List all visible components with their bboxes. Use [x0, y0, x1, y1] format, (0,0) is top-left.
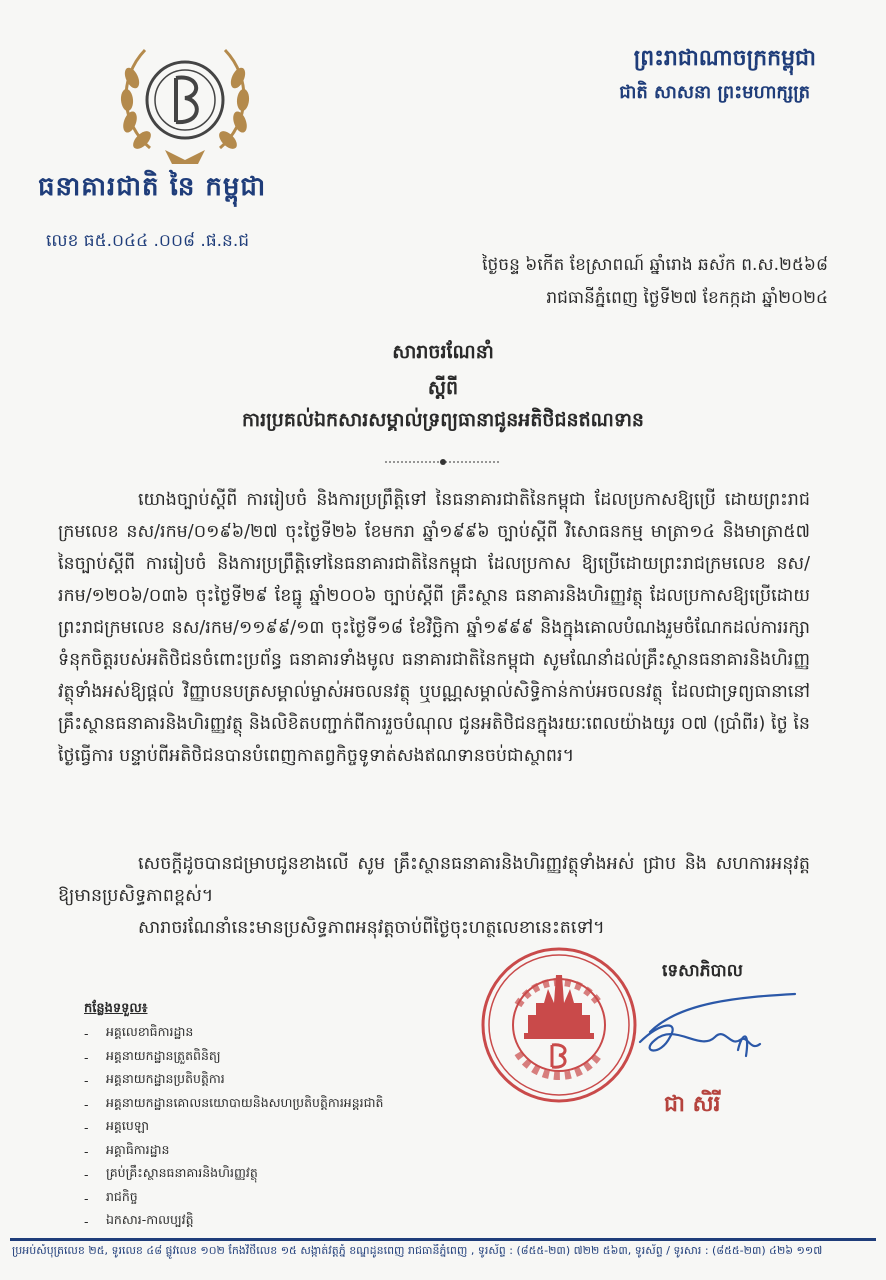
body-paragraph-3: សារាចរណែនាំនេះមានប្រសិទ្ធភាពអនុវត្តចាប់ពីថ្ងៃចុះហត្ថលេខានេះតទៅ។ — [138, 918, 605, 938]
document-type-title: សារាចរណែនាំ — [392, 341, 494, 363]
title-subject-label: ស្តីពី — [427, 377, 459, 399]
list-item: - អគ្គាធិការដ្ឋាន — [84, 1141, 170, 1159]
governor-title: ទេសាភិបាល — [662, 961, 743, 981]
bank-emblem-icon — [110, 38, 260, 168]
footer-address: ប្រអប់សំបុត្រលេខ ២៥, ទូរលេខ ៤៨ ផ្លូវលេខ ១០២ កែងវិថីលេខ ១៥ សង្កាត់វត្តភ្នំ ខណ្ឌដូនពេញ រាជធានីភ្នំពេញ , ទូរស័ព្ទ : (៨៥៥-២៣) ៧២២ ៥៦៣, ទូរស័ព្ទ / ទូរសារ : (៨៥៥-២៣) ៤២៦ ១១៧ — [12, 1244, 823, 1257]
document-subject-title: ការប្រគល់ឯកសារសម្គាល់ទ្រព្យធានាជូនអតិថិជនឥណទាន — [242, 409, 644, 431]
list-item: - អគ្គលេខាធិការដ្ឋាន — [84, 1024, 194, 1042]
list-item: - គ្រប់គ្រឹះស្ថានធនាគារនិងហិរញ្ញវត្ថុ — [84, 1165, 258, 1183]
official-seal-stamp — [478, 945, 640, 1105]
lunar-date: ថ្ងៃចន្ទ ៦កើត ខែស្រាពណ៍ ឆ្នាំរោង ឆស័ក ព.ស.២៥៦៨ — [482, 255, 828, 275]
reference-number: លេខ ធ៥.០៤៤ .០០៨ .ផ.ន.ជ — [46, 231, 250, 251]
recipients-title: កន្លែងទទួល៖ — [84, 1001, 148, 1016]
list-item: - ឯកសារ-កាលប្បវត្តិ — [84, 1212, 194, 1230]
governor-name: ជា សិរី — [664, 1092, 721, 1117]
list-item: - រាជកិច្ច — [84, 1188, 138, 1206]
handwritten-signature — [620, 992, 810, 1072]
body-paragraph-1: យោងច្បាប់ស្តីពី ការរៀបចំ និងការប្រព្រឹត្តិទៅ នៃធនាគារជាតិនៃកម្ពុជា ដែលប្រកាសឱ្យប្រើ ដោយព្រះរាជក្រមលេខ នស/រកម/០១៩៦/២៧ ចុះថ្ងៃទី២៦ ខែមករា ឆ្នាំ១៩៩៦ ច្បាប់ស្តីពី វិសោធនកម្ម មាត្រា១៤ និងមាត្រា៥៧ នៃច្បាប់ស្តីពី ការរៀបចំ និងការប្រព្រឹត្តិទៅនៃធនាគារជាតិនៃកម្ពុជា ដែលប្រកាស ឱ្យប្រើដោយព្រះរាជក្រមលេខ នស/រកម/១២០៦/០៣៦ ចុះថ្ងៃទី២៩ ខែធ្នូ ឆ្នាំ២០០៦ ច្បាប់ស្តីពី គ្រឹះស្ថាន ធនាគារនិងហិរញ្ញវត្ថុ ដែលប្រកាសឱ្យប្រើដោយព្រះរាជក្រមលេខ នស/រកម/១១៩៩/១៣ ចុះថ្ងៃទី១៨ ខែវិច្ឆិកា ឆ្នាំ១៩៩៩ និងក្នុងគោលបំណងរួមចំណែកដល់ការរក្សាទំនុកចិត្តរបស់អតិថិជនចំពោះប្រព័ន្ធ ធនាគារទាំងមូល ធនាគារជាតិនៃកម្ពុជា សូមណែនាំដល់គ្រឹះស្ថានធនាគារនិងហិរញ្ញវត្ថុទាំងអស់ឱ្យផ្តល់ វិញ្ញាបនបត្រសម្គាល់ម្ចាស់អចលនវត្ថុ ឬបណ្ណសម្គាល់សិទ្ធិកាន់កាប់អចលនវត្ថុ ដែលជាទ្រព្យធានានៅ គ្រឹះស្ថានធនាគារនិងហិរញ្ញវត្ថុ និងលិខិតបញ្ជាក់ពីការរួចបំណុល ជូនអតិថិជនក្នុងរយៈពេលយ៉ាងយូរ ០៧ (ប្រាំពីរ) ថ្ងៃ នៃថ្ងៃធ្វើការ បន្ទាប់ពីអតិថិជនបានបំពេញកាតព្វកិច្ចទូទាត់សងឥណទានចប់ជាស្ថាពរ។ — [58, 490, 810, 766]
footer-divider — [10, 1238, 876, 1241]
national-motto: ជាតិ សាសនា ព្រះមហាក្សត្រ — [619, 82, 810, 103]
list-item: - អគ្គនាយកដ្ឋានប្រតិបត្តិការ — [84, 1071, 225, 1089]
recipients-list — [84, 1022, 383, 1234]
list-item: - អគ្គនាយកដ្ឋានគោលនយោបាយនិងសហប្រតិបត្តិការអន្តរជាតិ — [84, 1094, 384, 1112]
kingdom-heading: ព្រះរាជាណាចក្រកម្ពុជា — [633, 46, 816, 71]
bank-name: ធនាគារជាតិ នៃ កម្ពុជា — [38, 172, 267, 202]
body-paragraph-2: សេចក្តីដូចបានជម្រាបជូនខាងលើ សូម គ្រឹះស្ថានធនាគារនិងហិរញ្ញវត្ថុទាំងអស់ ជ្រាប និង សហការអនុវត្តឱ្យមានប្រសិទ្ធភាពខ្ពស់។ — [58, 854, 810, 906]
list-item: - អគ្គបេឡា — [84, 1118, 150, 1136]
solar-date: រាជធានីភ្នំពេញ ថ្ងៃទី២៧ ខែកក្កដា ឆ្នាំ២០២៤ — [546, 288, 828, 308]
title-divider — [385, 452, 501, 462]
list-item: - អគ្គនាយកដ្ឋានត្រួតពិនិត្យ — [84, 1047, 221, 1065]
